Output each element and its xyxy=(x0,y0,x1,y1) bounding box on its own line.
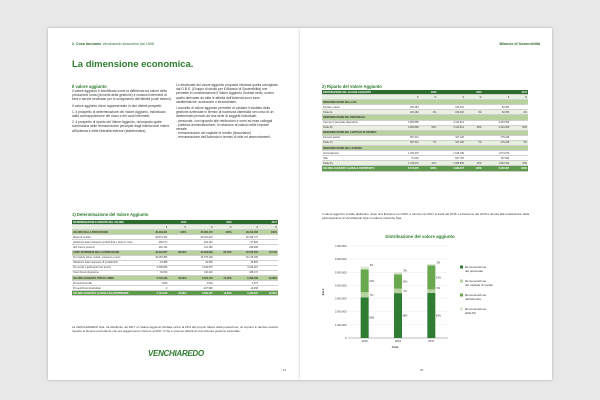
row-value: 100% xyxy=(214,230,233,235)
row-value: 5.409.199 xyxy=(233,276,259,281)
value-added-determination-table xyxy=(72,220,278,296)
table1-heading: 1) Determinazione del Valore Aggiunto xyxy=(72,212,149,217)
row-value: 100% xyxy=(168,230,187,235)
row-value: 7% xyxy=(420,140,438,145)
table-row xyxy=(322,166,528,171)
table-year: 2015 xyxy=(142,220,187,225)
row-value: 4.999.227 xyxy=(437,166,465,171)
row-value: 131.159 xyxy=(187,245,213,250)
intro-column-1: Il valore aggiunto è identificato come la differenza tra valore della produzione lorda (proventi della gestione) e consumi intermedi di beni e servizi necessari per lo svolgimento dell'attività (costi esterni). Il valore aggiunto viene rappresentato in due distinti prospetti: 1. il prospetto di determinazione del Valore Aggiunto, individuato dalla contrapposizione dei ricavi e dei costi intermedi; 2. il prospetto di riparto del Valore Aggiunto, ricomposto quale sommatoria delle remunerazioni percepite dagli interlocutori interni all'Azienda e delle liberalità esterne (stakeholders). xyxy=(72,89,172,133)
row-value: 20.283.383 xyxy=(142,255,168,260)
row-label: VALORE AGGIUNTO GLOBALE DISTRIBUITO xyxy=(322,166,392,171)
row-label: VALORE DELLA PRODUZIONE xyxy=(72,230,142,235)
row-value: 146.220 xyxy=(187,270,213,275)
row-value: 1.746.572 xyxy=(392,161,420,166)
right-header: Bilancio di Sostenibilità xyxy=(499,42,540,46)
value-distribution-chart xyxy=(320,232,532,350)
x-tick-label: 2017 xyxy=(428,339,435,343)
bar-segment xyxy=(427,264,435,265)
venchiaredo-logo: VENCHIAREDO xyxy=(148,349,204,358)
legend-label: Remunerazione del personale xyxy=(465,265,487,273)
row-label: Ricavi di vendita xyxy=(72,235,142,240)
y-tick-label: 0 xyxy=(345,337,347,340)
row-value: 338.174 xyxy=(233,270,259,275)
row-label: REMUNERAZIONE DELLA PA xyxy=(322,100,392,105)
row-value: 19,56% xyxy=(168,276,187,281)
row-value: 347.125 xyxy=(437,135,465,140)
row-value: 20.228.998 xyxy=(187,250,213,255)
bar-segment xyxy=(394,274,402,288)
row-label: Per servizi e godimento beni di terzi xyxy=(72,265,142,270)
table-subheader: % xyxy=(259,225,278,230)
table-subheader: € xyxy=(483,95,511,100)
row-value: 150.418 xyxy=(437,105,465,110)
x-tick-label: 2016 xyxy=(394,339,402,343)
bar-data-label: 7% xyxy=(369,293,374,297)
row-value: 16.775.148 xyxy=(187,255,213,260)
bar-segment xyxy=(427,265,435,289)
row-value: 1.832.513 xyxy=(483,161,511,166)
table-title: DISTRIBUZIONE DEL VALORE AGGIUNTO xyxy=(322,90,392,95)
bar-data-label: 31% xyxy=(369,279,375,283)
row-value: 3.342.976 xyxy=(187,265,213,270)
bar-segment xyxy=(361,292,369,297)
y-tick-label: 2.000.000 xyxy=(334,310,347,314)
row-label: Ammortamenti xyxy=(322,151,392,156)
row-label: Totale B) xyxy=(322,125,392,130)
row-value: 87.820 xyxy=(233,240,259,245)
row-value: 29.233.321 xyxy=(142,230,168,235)
row-value: 28.213.460 xyxy=(233,230,259,235)
row-value: 22,99% xyxy=(259,291,278,296)
row-value: 3% xyxy=(465,110,483,115)
row-value: -527.795 xyxy=(437,156,465,161)
row-value: 275.198 xyxy=(483,135,511,140)
row-value: 157.843 xyxy=(483,156,511,161)
legend-label: Remunerazione dell'azienda xyxy=(465,293,487,301)
row-label: Proventi/Oneri straordinari xyxy=(72,286,142,291)
left-page xyxy=(48,28,300,380)
table-year: 2016 xyxy=(437,90,482,95)
row-value: 72,21% xyxy=(259,250,278,255)
row-label: Totale D) xyxy=(322,161,392,166)
row-label: COSTI INTERMEDI DELLA PRODUZIONE xyxy=(72,250,142,255)
bar-data-label: 2% xyxy=(436,261,441,265)
row-value: 63% xyxy=(510,125,528,130)
bar-data-label: 63% xyxy=(435,314,441,318)
table-subheader: % xyxy=(214,225,233,230)
table-year: 2016 xyxy=(187,220,232,225)
row-value: -407.999 xyxy=(187,286,213,291)
legend-swatch xyxy=(460,266,463,269)
row-value: 3.423.059 xyxy=(483,125,511,130)
table-subheader: € xyxy=(233,225,259,230)
page-title: La dimensione economica. xyxy=(72,59,194,70)
row-value: 2.472 xyxy=(233,281,259,286)
row-value: 80,00% xyxy=(168,250,187,255)
bar-data-label: 3% xyxy=(403,269,407,273)
x-tick-label: 2015 xyxy=(361,339,368,343)
row-label: Totale A) xyxy=(322,110,392,115)
row-value: 20.372.060 xyxy=(233,250,259,255)
bar-segment xyxy=(361,297,369,338)
row-label: Utile xyxy=(322,156,392,161)
row-value: 28.874.164 xyxy=(142,235,168,240)
row-value: 296.273 xyxy=(142,240,168,245)
row-value: 100% xyxy=(420,166,438,171)
table-subheader: % xyxy=(510,95,528,100)
row-label: Per materie prime, sussid., consumo e merci xyxy=(72,255,142,260)
row-value: 37.094 xyxy=(392,156,420,161)
y-tick-label: 7.000.000 xyxy=(334,245,347,248)
table-year: 2017 xyxy=(233,220,278,225)
bar-data-label: 3% xyxy=(369,264,374,268)
row-label: REMUNERAZIONE DEL PERSONALE xyxy=(322,115,392,120)
row-value: 1.849 xyxy=(142,281,168,286)
row-label: REMUNERAZIONE DEL CAPITALE DI CREDITO xyxy=(322,130,392,135)
bar-segment xyxy=(394,293,402,338)
table-subheader: % xyxy=(420,95,438,100)
row-value: 196.184 xyxy=(392,105,420,110)
table-subheader: € xyxy=(437,95,465,100)
legend-swatch xyxy=(460,280,463,283)
row-value: 23.326.957 xyxy=(142,250,168,255)
row-value: 22,98% xyxy=(259,276,278,281)
row-value: 5.420.097 xyxy=(483,166,511,171)
row-value: 3.190.021 xyxy=(233,265,259,270)
y-tick-label: 5.000.000 xyxy=(334,271,347,275)
row-value: 5% xyxy=(510,140,528,145)
row-value: 92.253 xyxy=(483,105,511,110)
table-subheader: % xyxy=(465,95,483,100)
row-value: 68% xyxy=(465,125,483,130)
row-value: 229.489 xyxy=(233,245,259,250)
bar-data-label: 5% xyxy=(436,286,441,290)
row-label: VALORE AGGIUNTO TIPICO LORDO xyxy=(72,276,142,281)
bar-data-label: 68% xyxy=(402,314,408,318)
bar-segment xyxy=(361,269,369,292)
row-label: Altri ricavi e proventi xyxy=(72,245,142,250)
row-value: 1.709.478 xyxy=(392,151,420,156)
table-year: 2015 xyxy=(392,90,437,95)
row-label: Interessi passivi xyxy=(322,135,392,140)
bar-segment xyxy=(394,272,402,274)
row-value: 19,56% xyxy=(168,291,187,296)
legend-label: Remunerazione del capitale di credito xyxy=(465,279,494,287)
row-value: 2.049 xyxy=(187,281,213,286)
bar-segment xyxy=(427,289,435,293)
row-value: 1.615.199 xyxy=(437,151,465,156)
row-value: 92.253 xyxy=(483,110,511,115)
row-label: Proventi finanziari xyxy=(72,281,142,286)
legend-swatch xyxy=(460,294,463,297)
row-value: 3.413.913 xyxy=(437,125,465,130)
row-value: 21,55% xyxy=(214,276,233,281)
row-value: 397.313 xyxy=(392,140,420,145)
bar-segment xyxy=(394,289,402,294)
row-value: 22% xyxy=(465,161,483,166)
row-value: 26.446.772 xyxy=(233,235,259,240)
row-value: 196.184 xyxy=(392,110,420,115)
left-page-number: 24 xyxy=(282,368,286,372)
row-value: 80,70% xyxy=(214,250,233,255)
table-subheader: € xyxy=(392,95,420,100)
right-page-number: 25 xyxy=(420,368,424,372)
bar-data-label: 59% xyxy=(369,316,375,320)
row-value: 100% xyxy=(259,230,278,235)
table2-heading: 2) Riparto del Valore Aggiunto xyxy=(322,84,382,89)
row-label: Costi per il personale dipendente xyxy=(322,120,392,125)
table-subheader: € xyxy=(187,225,213,230)
row-value: 5.404.179 xyxy=(187,276,213,281)
table2-note: Il valore aggiunto sociale distribuito, dopo una flessione nel 2016, è tornato nel 2017 ai livelli del 2015. La flessione del 2016 è dovuta alla svalutazione della partecipazione di Venchiaredo Spa in Latterie Carsiche Spa. xyxy=(322,212,530,220)
row-label: Oneri diversi di gestione xyxy=(72,270,142,275)
row-value: 16.718.186 xyxy=(233,255,259,260)
row-value: 33% xyxy=(510,161,528,166)
chart-title: Distribuzione del valore aggiunto xyxy=(385,234,455,239)
row-value: 3.423.059 xyxy=(483,120,511,125)
row-value: 34.813 xyxy=(142,270,168,275)
row-value: 3.413.913 xyxy=(437,120,465,125)
row-value: 5.719.130 xyxy=(142,276,168,281)
table-subheader: % xyxy=(168,225,187,230)
row-value: 262.114 xyxy=(142,245,168,250)
row-value: 1.674.670 xyxy=(483,151,511,156)
table-subheader: € xyxy=(142,225,168,230)
y-tick-label: 4.000.000 xyxy=(334,284,347,288)
row-label: VALORE AGGIUNTO GLOBALE DA DISTRIBUIRE xyxy=(72,291,142,296)
chart-xlabel: Anni xyxy=(391,345,399,349)
table1-note: La VENCHIAREDO Spa, ha distribuito nel 2017 un Valore Aggiunto Globale vicino al 23% del proprio Valore della produzione, un importo in decisa crescita rispetto al biennio precedente che era leggermente inferiore al 20%. Il che è sintomo attivitä di una virtuosa gestione aziendale. xyxy=(72,325,278,333)
intro-column-2: Lo strutturate del valore aggiunto proposta richiama quella consigliata dal G.B.S. (Gruppo di studio per il Bilancio di Sostenibilità) che permette in considerazione il Valore Aggiunto Globale netto, ovvero quello derivante da tutte le attività dell'Azienda sono esse caratteristiche, accessorie o straordinarie. I concetto di valore aggiunto permette di valutare il risultato della gestione aziendale in termini di ricchezza distribuita nel corso di un determinato periodo ad una serie di soggetti individuati: - personale, con riguardo alle retribuzioni e oneri ad esse collegati - pubblica amministrazione, in relazione al calcolo delle imposte versate - remunerazione del capitale di credito (finanziatori) - remunerazione dell'Azienda in termini di utile ed ammortamenti. xyxy=(176,83,278,140)
row-value: 3.083.888 xyxy=(392,125,420,130)
value-added-distribution-table xyxy=(322,90,528,172)
row-value: -12.998 xyxy=(233,286,259,291)
bar-segment xyxy=(361,267,369,270)
row-value: 4.999.227 xyxy=(187,291,213,296)
row-value: 1.085.898 xyxy=(437,161,465,166)
row-label: REMUNERAZIONE DELL'AZIENDA xyxy=(322,146,392,151)
row-value: 5.721.979 xyxy=(142,291,168,296)
row-value: 397.313 xyxy=(392,135,420,140)
row-label: Totale C) xyxy=(322,140,392,145)
y-tick-label: 1.000.000 xyxy=(334,323,347,327)
row-value: 0 xyxy=(142,286,168,291)
row-label: Variazione delle rimanenze prodotti finiti e lavori in corso xyxy=(72,240,142,245)
row-value: 25.066.170 xyxy=(187,230,213,235)
row-value: 150.418 xyxy=(437,110,465,115)
row-value: 2% xyxy=(510,110,528,115)
y-tick-label: 6.000.000 xyxy=(334,258,347,262)
row-value: 100% xyxy=(465,166,483,171)
row-value: 45.853 xyxy=(233,260,259,265)
row-value: 3.208.925 xyxy=(142,265,168,270)
row-label: Imposte e tasse xyxy=(322,105,392,110)
row-label: Variazione delle rimanenze di prodotti finiti xyxy=(72,260,142,265)
bar-segment xyxy=(427,293,435,338)
row-value: -34.388 xyxy=(142,260,168,265)
row-value: 5.721.979 xyxy=(392,166,420,171)
row-value: 347.125 xyxy=(437,140,465,145)
table-title: DETERMINAZIONE E RIPARTO DEL VALORE xyxy=(72,220,142,225)
row-value: 39.654 xyxy=(187,260,213,265)
y-tick-label: 3.000.000 xyxy=(334,297,347,301)
bar-data-label: 7% xyxy=(403,289,407,293)
row-value: 19,94% xyxy=(214,291,233,296)
legend-swatch xyxy=(460,308,463,311)
legend-label: Remunerazione della PA xyxy=(465,307,487,315)
table-row xyxy=(72,291,278,296)
row-value: 5.420.097 xyxy=(233,291,259,296)
row-value: 409.162 xyxy=(187,240,213,245)
bar-data-label: 33% xyxy=(435,276,441,280)
row-value: 3% xyxy=(420,110,438,115)
chart-ylabel: Euro xyxy=(321,288,325,296)
row-value: 3.083.888 xyxy=(392,120,420,125)
bar-data-label: 22% xyxy=(402,280,408,284)
table-year: 2017 xyxy=(483,90,528,95)
row-value: 31% xyxy=(420,161,438,166)
row-value: 59% xyxy=(420,125,438,130)
right-page xyxy=(300,28,552,380)
row-value: 100% xyxy=(510,166,528,171)
row-value: 275.198 xyxy=(483,140,511,145)
row-value: 25.331.215 xyxy=(187,235,213,240)
left-header: 2. Cosa facciamo Vencharedo stracchino dal 1908 xyxy=(72,42,154,46)
intro-heading: Il valore aggiunto xyxy=(72,84,107,89)
row-value: 7% xyxy=(465,140,483,145)
